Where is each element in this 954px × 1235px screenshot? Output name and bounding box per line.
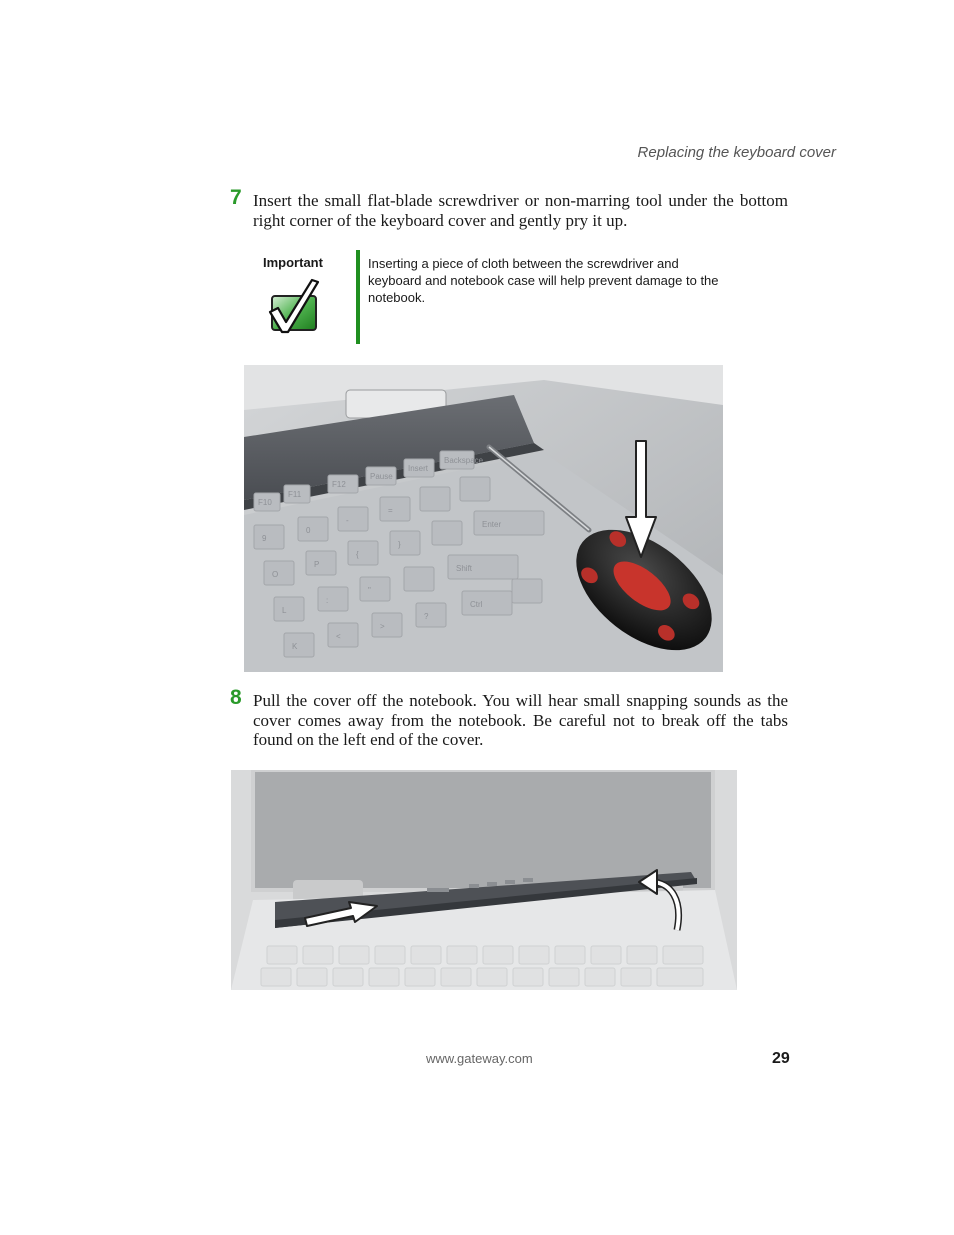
footer-url[interactable]: www.gateway.com (426, 1051, 533, 1066)
step-7-number: 7 (230, 186, 242, 209)
key-label: } (398, 540, 401, 549)
key-label: L (282, 606, 287, 615)
cover-removal-photo (231, 770, 737, 990)
key-label: O (272, 570, 279, 579)
key-label: F10 (258, 498, 272, 507)
key-label: P (314, 560, 320, 569)
key-label: Backspace (444, 456, 484, 465)
key-label: Ctrl (470, 600, 483, 609)
step-7-text: Insert the small flat-blade screwdriver or non-marring tool under the bottom right corner of the keyboard cover and gently pry it up. (253, 191, 788, 230)
checkmark-icon (268, 276, 320, 338)
key-label: { (356, 550, 359, 559)
key-label: ? (424, 612, 429, 621)
key-label: F12 (332, 480, 346, 489)
key-label: - (346, 516, 349, 525)
key-label: = (388, 506, 393, 515)
screwdriver-photo (244, 365, 723, 672)
key-label: < (336, 632, 341, 641)
important-label: Important (263, 255, 323, 270)
key-label: > (380, 622, 385, 631)
key-label: Pause (370, 472, 393, 481)
key-label: K (292, 642, 298, 651)
key-label: Enter (482, 520, 502, 529)
key-label: " (368, 586, 371, 595)
key-label: : (326, 596, 329, 605)
important-rule (356, 250, 360, 344)
step-8-number: 8 (230, 686, 242, 709)
key-label: Insert (408, 464, 429, 473)
important-text: Inserting a piece of cloth between the screwdriver and keyboard and notebook case will help prevent damage to the notebook. (368, 256, 719, 305)
running-head: Replacing the keyboard cover (637, 144, 836, 161)
step-8-text: Pull the cover off the notebook. You will hear small snapping sounds as the cover comes away from the notebook. Be careful not to break off the tabs found on the left end of the cover. (253, 691, 788, 749)
key-label: 9 (262, 534, 267, 543)
key-label: 0 (306, 526, 311, 535)
key-label: Shift (456, 564, 473, 573)
page-number: 29 (772, 1050, 790, 1067)
key-label: F11 (288, 490, 302, 499)
